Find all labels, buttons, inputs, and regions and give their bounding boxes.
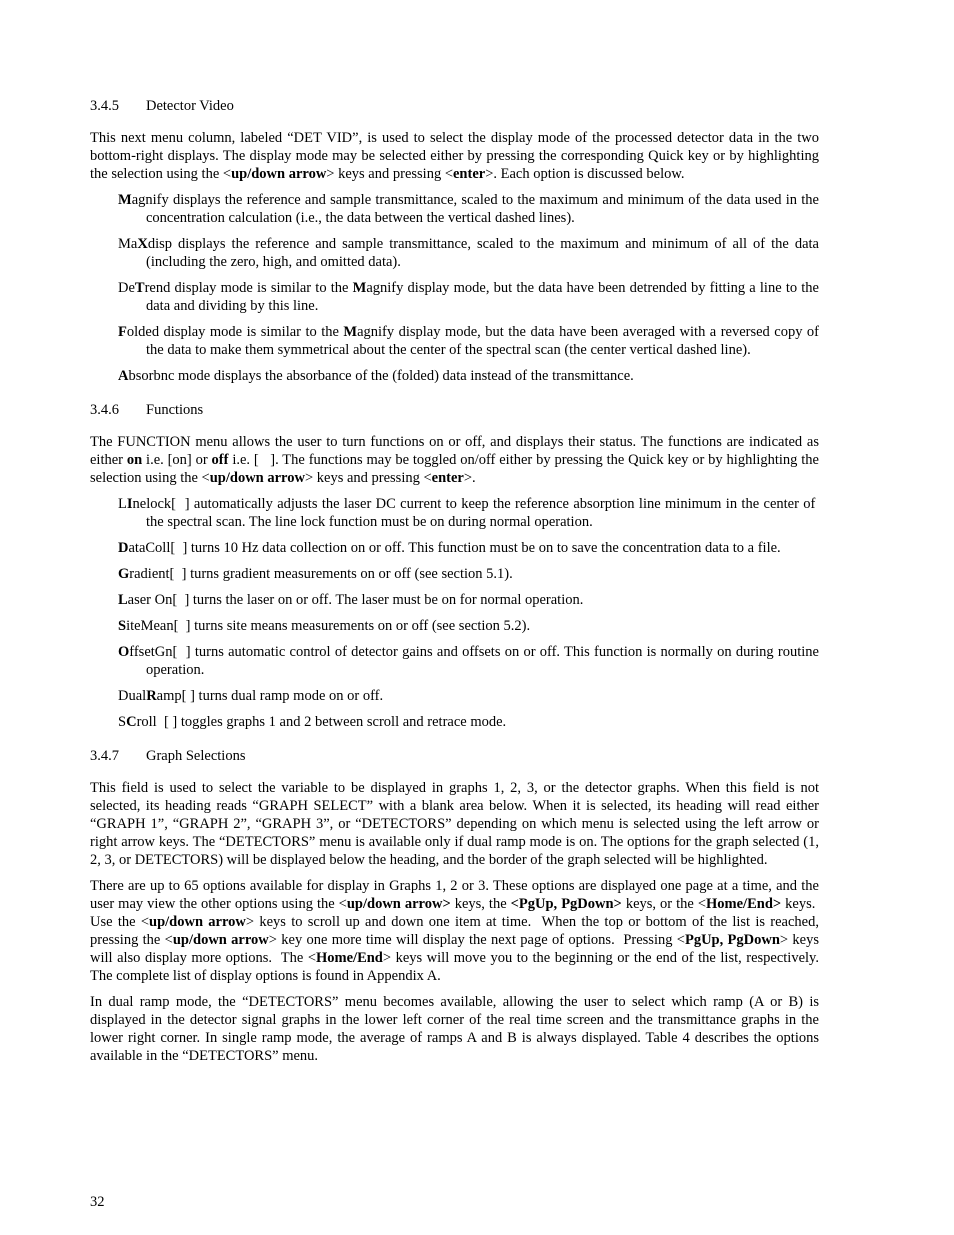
function-gradient: Gradient[ ] turns gradient measurements on or off (see section 5.1). [118, 566, 513, 582]
document-page [90, 97, 819, 1073]
section-number: 3.4.7 [90, 748, 119, 764]
functions-intro: The FUNCTION menu allows the user to turn functions on or off, and displays their status. The functions are indicated as either on i.e. [on] or off i.e. [ ]. The functions may be toggled on/off either by pressing the Quick key or by highlighting the selection using the <up/down arrow> keys and pressing <enter>. [90, 434, 819, 486]
page-number: 32 [90, 1194, 105, 1210]
section-title: Detector Video [146, 98, 234, 114]
section-number: 3.4.6 [90, 402, 119, 418]
option-absorbnc: Absorbnc mode displays the absorbance of the (folded) data instead of the transmittance. [118, 368, 634, 384]
section-heading-3-4-5 [90, 97, 819, 115]
option-maxdisp: MaXdisp displays the reference and sample transmittance, scaled to the maximum and minimum of all of the data (including the zero, high, and omitted data). [118, 236, 819, 270]
function-linelock: LInelock[ ] automatically adjusts the laser DC current to keep the reference absorption line minimum in the center of the spectral scan. The line lock function must be on during normal operation. [118, 496, 819, 530]
option-detrend: DeTrend display mode is similar to the Magnify display mode, but the data have been detrended by fitting a line to the data and dividing by this line. [118, 280, 819, 314]
section-heading-3-4-6 [90, 401, 819, 419]
option-magnify: Magnify displays the reference and sample transmittance, scaled to the maximum and minimum of the data used in the concentration calculation (i.e., the data between the vertical dashed lines). [118, 192, 819, 226]
function-datacoll: DataColl[ ] turns 10 Hz data collection on or off. This function must be on to save the concentration data to a file. [118, 540, 781, 556]
function-dualramp: DualRamp[ ] turns dual ramp mode on or off. [118, 688, 384, 704]
option-folded: Folded display mode is similar to the Magnify display mode, but the data have been averaged with a reversed copy of the data to make them symmetrical about the center of the spectral scan (the center vertical dashed line). [118, 324, 819, 358]
section-number: 3.4.5 [90, 98, 119, 114]
section-heading-3-4-7 [90, 747, 819, 765]
function-sitemean: SiteMean[ ] turns site means measurements on or off (see section 5.2). [118, 618, 531, 634]
function-laser-on: Laser On[ ] turns the laser on or off. The laser must be on for normal operation. [118, 592, 584, 608]
function-offsetgn: OffsetGn[ ] turns automatic control of detector gains and offsets on or off. This function is normally on during routine operation. [118, 644, 819, 678]
graph-selections-p1: This field is used to select the variable to be displayed in graphs 1, 2, 3, or the detector graphs. When this field is not selected, its heading reads “GRAPH SELECT” with a blank area below. When it is selected, its heading will read either “GRAPH 1”, “GRAPH 2”, “GRAPH 3”, or “DETECTORS” depending on which menu is selected using the left arrow or right arrow keys. The “DETECTORS” menu is available only if dual ramp mode is on. The options for the graph selected (1, 2, 3, or DETECTORS) will be displayed below the heading, and the border of the graph selected will be highlighted. [90, 780, 819, 868]
section-title: Graph Selections [146, 748, 246, 764]
graph-selections-p2: There are up to 65 options available for display in Graphs 1, 2 or 3. These options are displayed one page at a time, and the user may view the other options using the <up/down arrow> keys, the <PgUp, PgDown> keys, or the <Home/End> keys. Use the <up/down arrow> keys to scroll up and down one item at time. When the top or bottom of the list is reached, pressing the <up/down arrow> key one more time will display the next page of options. Pressing <PgUp, PgDown> keys will also display more options. The <Home/End> keys will move you to the beginning or the end of the list, respectively. The complete list of display options is found in Appendix A. [90, 878, 819, 984]
function-scroll: SCroll [ ] toggles graphs 1 and 2 between scroll and retrace mode. [118, 714, 507, 730]
detector-video-intro: This next menu column, labeled “DET VID”, is used to select the display mode of the processed detector data in the two bottom-right displays. The display mode may be selected either by pressing the corresponding Quick key or by highlighting the selection using the <up/down arrow> keys and pressing <enter>. Each option is discussed below. [90, 130, 819, 182]
section-title: Functions [146, 402, 204, 418]
graph-selections-p3: In dual ramp mode, the “DETECTORS” menu becomes available, allowing the user to select which ramp (A or B) is displayed in the detector signal graphs in the lower left corner of the real time screen and the transmittance graphs in the lower right corner. In single ramp mode, the average of ramps A and B is always displayed. Table 4 describes the options available in the “DETECTORS” menu. [90, 994, 819, 1064]
